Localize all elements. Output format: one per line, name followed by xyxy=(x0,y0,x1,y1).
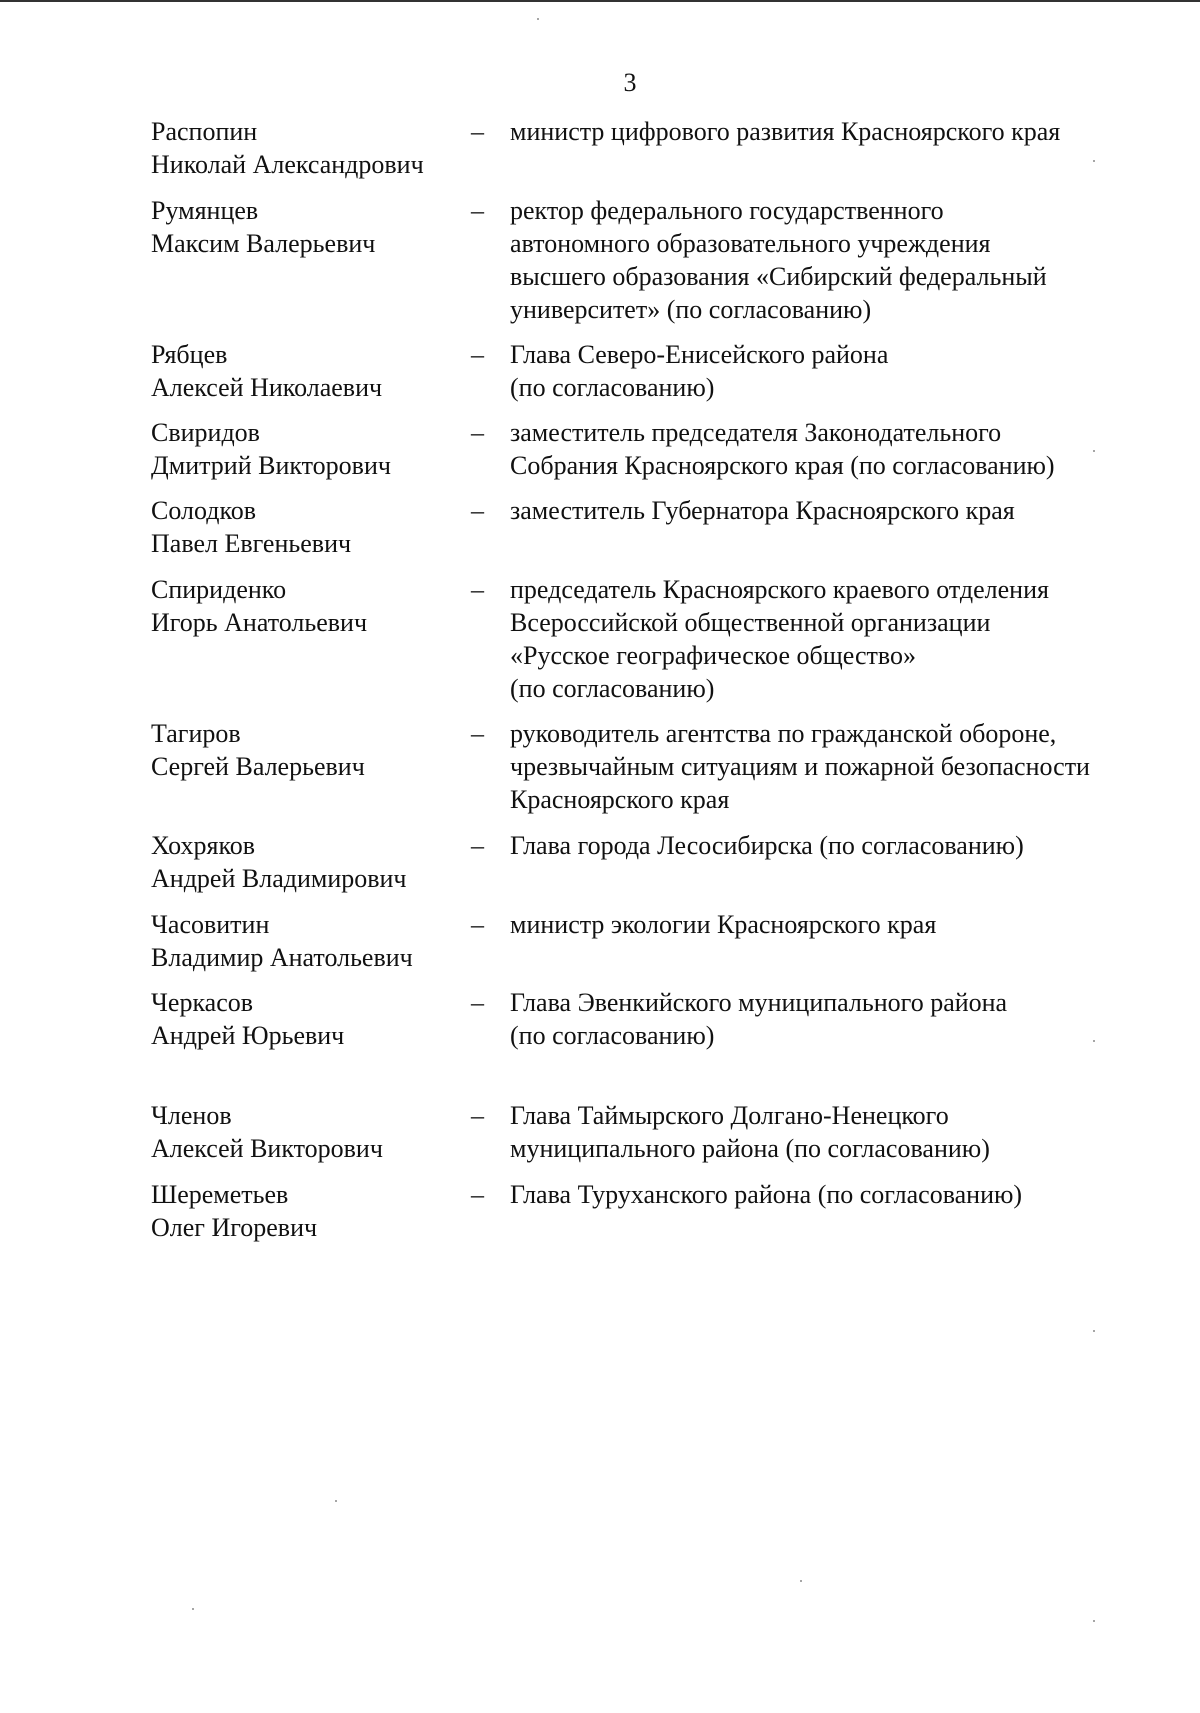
member-name xyxy=(151,986,451,1052)
position-line: (по согласованию) xyxy=(510,373,715,402)
member-given-names: Владимир Анатольевич xyxy=(151,943,413,972)
dash-separator: – xyxy=(471,340,484,369)
dash-separator: – xyxy=(471,196,484,225)
member-position xyxy=(510,1099,1130,1165)
position-line: «Русское географическое общество» xyxy=(510,641,916,670)
position-line: Глава Туруханского района (по согласованию) xyxy=(510,1180,1023,1209)
scan-speck xyxy=(1093,1620,1095,1622)
position-line: (по согласованию) xyxy=(510,1021,715,1050)
dash-separator: – xyxy=(471,496,484,525)
scan-speck xyxy=(335,1500,337,1502)
position-line: заместитель председателя Законодательного xyxy=(510,418,1002,447)
position-line: Глава Северо-Енисейского района xyxy=(510,340,889,369)
member-name xyxy=(151,194,451,260)
scan-speck xyxy=(192,1608,194,1610)
scan-speck xyxy=(1093,1040,1095,1042)
member-surname: Распопин xyxy=(151,117,258,146)
dash-separator: – xyxy=(471,418,484,447)
position-line: Всероссийской общественной организации xyxy=(510,608,991,637)
member-name xyxy=(151,829,451,895)
member-surname: Членов xyxy=(151,1101,232,1130)
position-line: Глава Таймырского Долгано-Ненецкого xyxy=(510,1101,949,1130)
dash-separator: – xyxy=(471,117,484,146)
position-line: министр экологии Красноярского края xyxy=(510,910,937,939)
dash-separator: – xyxy=(471,1180,484,1209)
member-surname: Румянцев xyxy=(151,196,259,225)
member-position xyxy=(510,829,1130,862)
member-given-names: Максим Валерьевич xyxy=(151,229,376,258)
scan-speck xyxy=(537,18,539,20)
member-given-names: Дмитрий Викторович xyxy=(151,451,391,480)
member-surname: Хохряков xyxy=(151,831,256,860)
position-line: Собрания Красноярского края (по согласованию) xyxy=(510,451,1055,480)
member-position xyxy=(510,908,1130,941)
member-name xyxy=(151,717,451,783)
member-given-names: Андрей Юрьевич xyxy=(151,1021,345,1050)
member-given-names: Алексей Николаевич xyxy=(151,373,383,402)
member-surname: Шереметьев xyxy=(151,1180,289,1209)
member-given-names: Алексей Викторович xyxy=(151,1134,383,1163)
member-position xyxy=(510,986,1130,1052)
scan-speck xyxy=(1093,1330,1095,1332)
member-name xyxy=(151,338,451,404)
dash-separator: – xyxy=(471,988,484,1017)
position-line: университет» (по согласованию) xyxy=(510,295,872,324)
position-line: заместитель Губернатора Красноярского края xyxy=(510,496,1015,525)
position-line: автономного образовательного учреждения xyxy=(510,229,991,258)
member-surname: Спириденко xyxy=(151,575,287,604)
position-line: министр цифрового развития Красноярского края xyxy=(510,117,1061,146)
member-given-names: Сергей Валерьевич xyxy=(151,752,365,781)
member-given-names: Николай Александрович xyxy=(151,150,424,179)
position-line: Красноярского края xyxy=(510,785,730,814)
member-position xyxy=(510,717,1130,816)
member-surname: Тагиров xyxy=(151,719,241,748)
dash-separator: – xyxy=(471,831,484,860)
member-name xyxy=(151,494,451,560)
member-name xyxy=(151,908,451,974)
dash-separator: – xyxy=(471,719,484,748)
member-given-names: Андрей Владимирович xyxy=(151,864,407,893)
position-line: Глава города Лесосибирска (по согласованию) xyxy=(510,831,1024,860)
position-line: руководитель агентства по гражданской обороне, xyxy=(510,719,1057,748)
member-given-names: Олег Игоревич xyxy=(151,1213,318,1242)
position-line: ректор федерального государственного xyxy=(510,196,944,225)
dash-separator: – xyxy=(471,575,484,604)
member-surname: Часовитин xyxy=(151,910,270,939)
scan-speck xyxy=(800,1580,802,1582)
member-given-names: Игорь Анатольевич xyxy=(151,608,368,637)
member-surname: Черкасов xyxy=(151,988,254,1017)
member-position xyxy=(510,1178,1130,1211)
member-name xyxy=(151,115,451,181)
member-given-names: Павел Евгеньевич xyxy=(151,529,352,558)
position-line: председатель Красноярского краевого отделения xyxy=(510,575,1049,604)
scan-edge-line xyxy=(0,0,1200,2)
position-line: Глава Эвенкийского муниципального района xyxy=(510,988,1008,1017)
dash-separator: – xyxy=(471,1101,484,1130)
member-position xyxy=(510,115,1130,148)
page-number: 3 xyxy=(623,68,637,97)
member-position xyxy=(510,338,1130,404)
member-name xyxy=(151,1178,451,1244)
member-surname: Рябцев xyxy=(151,340,228,369)
member-position xyxy=(510,573,1130,705)
dash-separator: – xyxy=(471,910,484,939)
member-name xyxy=(151,1099,451,1165)
position-line: высшего образования «Сибирский федеральный xyxy=(510,262,1047,291)
member-surname: Солодков xyxy=(151,496,257,525)
member-name xyxy=(151,573,451,639)
scan-speck xyxy=(1093,160,1095,162)
member-name xyxy=(151,416,451,482)
scan-speck xyxy=(1093,450,1095,452)
position-line: муниципального района (по согласованию) xyxy=(510,1134,990,1163)
position-line: чрезвычайным ситуациям и пожарной безопасности xyxy=(510,752,1090,781)
member-position xyxy=(510,494,1130,527)
member-position xyxy=(510,416,1130,482)
member-surname: Свиридов xyxy=(151,418,260,447)
member-position xyxy=(510,194,1130,326)
position-line: (по согласованию) xyxy=(510,674,715,703)
